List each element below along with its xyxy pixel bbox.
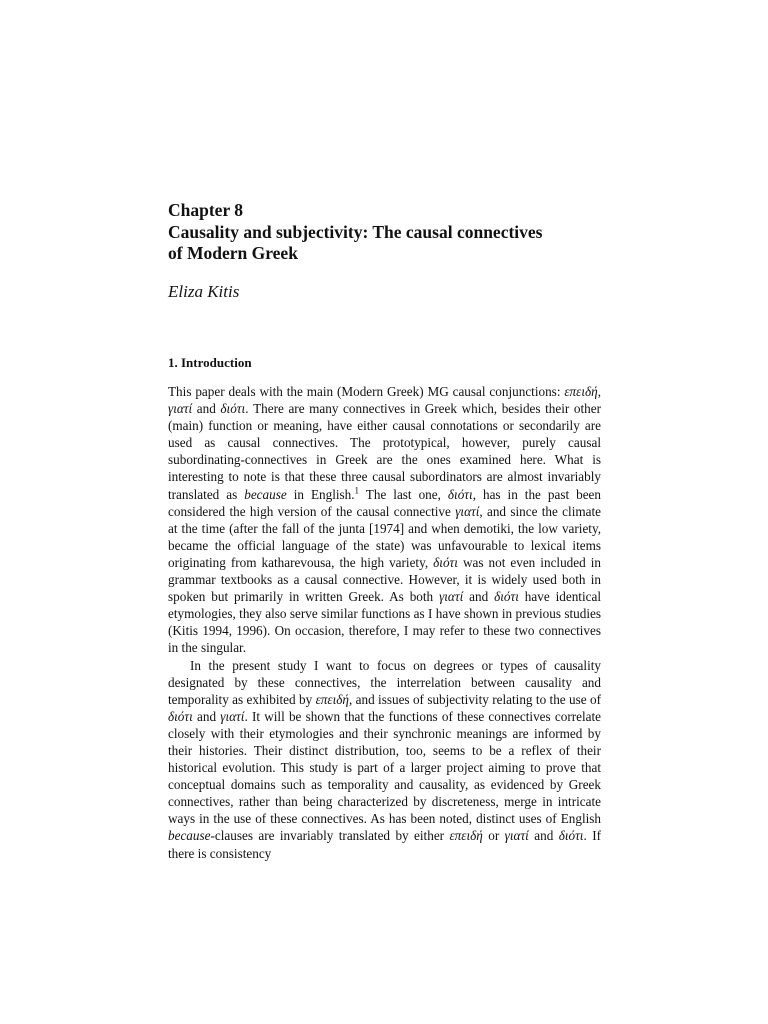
text-run: and	[192, 401, 221, 417]
footnote-marker: 1	[354, 485, 360, 496]
greek-term: διότι	[433, 554, 458, 570]
text-run: ,	[597, 384, 601, 399]
text-run: and	[463, 589, 495, 605]
author-name: Eliza Kitis	[168, 282, 240, 301]
body-text	[168, 383, 601, 862]
paragraph-2	[168, 657, 601, 862]
text-run: . It will be shown that the functions of these connectives correlate closely with their etymologies and their synchronic meanings are informed by their histories. Their distinct distribution, too, seems to be a reflex of their historical evolution. This study is part of a larger project aiming to prove that conceptual domains such as temporality and causality, as evidenced by Greek connectives, rather than being characterized by discreteness, merge in intricate ways in the use of these connectives. As has been noted, distinct uses of English	[168, 708, 601, 827]
greek-term: διότι	[447, 486, 473, 502]
text-run: , has in the past been considered the high version of the causal connective	[168, 486, 601, 519]
text-run: The last one,	[359, 486, 448, 502]
text-run: . There are many connectives in Greek which, besides their other (main) function or meaning, have either causal connotations or secondarily are used as causal connectives. The prototypical, however, purely causal subordinating-connectives in Greek are the ones examined here. What is interesting to note is that these three causal subordinators are almost invariably translated as	[168, 401, 601, 502]
chapter-title-line-1: Causality and subjectivity: The causal connectives	[168, 221, 543, 242]
section-heading: 1. Introduction	[168, 355, 252, 370]
text-run: and	[192, 708, 221, 724]
text-run: This paper deals with the main (Modern Greek) MG causal conjunctions:	[168, 384, 565, 399]
chapter-title-line-2: of Modern Greek	[168, 243, 298, 263]
greek-term: γιατί	[439, 589, 464, 605]
greek-term: επειδή	[449, 828, 483, 844]
greek-term: γιατί	[168, 401, 193, 417]
chapter-label: Chapter 8	[168, 200, 244, 220]
text-run: -clauses are invariably translated by either	[210, 828, 450, 844]
text-run: . If there is consistency	[168, 828, 601, 861]
chapter-heading	[168, 200, 608, 265]
greek-term: επειδή	[315, 691, 349, 707]
text-run: was not even included in grammar textbooks as a causal connective. However, it is widely used both in spoken but primarily in written Greek. As both	[168, 554, 602, 605]
greek-term: γιατί	[220, 708, 245, 724]
greek-term: διότι	[494, 589, 519, 605]
greek-term: γιατί	[504, 828, 529, 844]
text-run: in English.	[286, 486, 355, 502]
greek-term: γιατί	[455, 503, 480, 519]
text-run: , and since the climate at the time (after the fall of the junta [1974] and when demotiki, the low variety, became the official language of the state) was unfavourable to lexical items originating from katharevousa, the high variety,	[168, 503, 601, 570]
greek-term: διότι	[220, 401, 246, 417]
english-term: because	[168, 828, 211, 844]
greek-term: επειδή	[564, 384, 598, 399]
text-run: In the present study I want to focus on degrees or types of causality designated by these connectives, the interrelation between causality and temporality as exhibited by	[168, 657, 601, 707]
greek-term: διότι	[168, 708, 193, 724]
text-run: and	[528, 828, 559, 844]
paragraph-1	[168, 383, 601, 657]
text-run: have identical etymologies, they also serve similar functions as I have shown in previous studies (Kitis 1994, 1996). On occasion, therefore, I may refer to these two connectives in the singular.	[168, 589, 602, 656]
text-run: , and issues of subjectivity relating to the use of	[348, 691, 601, 707]
english-term: because	[244, 486, 287, 502]
greek-term: διότι	[558, 828, 584, 844]
text-run: or	[482, 828, 505, 844]
